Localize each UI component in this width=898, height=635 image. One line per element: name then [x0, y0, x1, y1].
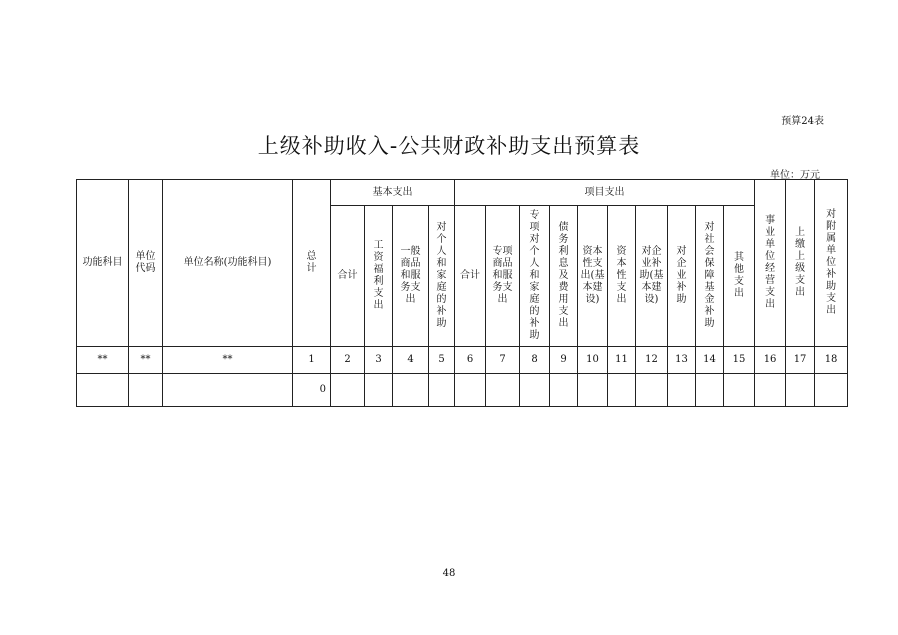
header-basic-wages: 工资福利支出 [365, 206, 393, 347]
col-num: 12 [636, 347, 668, 374]
col-num: 17 [786, 347, 815, 374]
table-cell [578, 374, 608, 407]
table-cell [393, 374, 429, 407]
page-number: 48 [442, 568, 456, 579]
header-basic-subtotal: 合计 [331, 206, 365, 347]
col-num: 18 [815, 347, 848, 374]
header-upper-remit: 上缴上级支出 [786, 180, 815, 347]
col-num: 15 [724, 347, 755, 374]
col-num: ** [77, 347, 129, 374]
header-project-debt-interest: 债务利息及费用支出 [550, 206, 578, 347]
col-num: 7 [486, 347, 520, 374]
col-num: 4 [393, 347, 429, 374]
table-cell [786, 374, 815, 407]
header-project-capital: 资本性支出 [608, 206, 636, 347]
header-project-subtotal: 合计 [455, 206, 486, 347]
table-cell [77, 374, 129, 407]
table-cell [365, 374, 393, 407]
table-cell [163, 374, 293, 407]
table-cell [608, 374, 636, 407]
col-num: 9 [550, 347, 578, 374]
table-cell [486, 374, 520, 407]
table-row [77, 374, 848, 407]
table-cell [455, 374, 486, 407]
col-num: 8 [520, 347, 550, 374]
col-num: 10 [578, 347, 608, 374]
table-cell [636, 374, 668, 407]
header-unit-code: 单位代码 [129, 180, 163, 347]
header-unit-name: 单位名称(功能科目) [163, 180, 293, 347]
table-cell [331, 374, 365, 407]
col-num: ** [129, 347, 163, 374]
header-total: 总计 [293, 180, 331, 347]
header-basic-personal: 对个人和家庭的补助 [429, 206, 455, 347]
header-basic-goods: 一般商品和服务支出 [393, 206, 429, 347]
table-cell-total: 0 [293, 374, 331, 407]
col-num: 16 [755, 347, 786, 374]
table-cell [696, 374, 724, 407]
header-project-enterprise-construction: 对企业补助(基本建设) [636, 206, 668, 347]
budget-table [76, 179, 848, 407]
col-num: 14 [696, 347, 724, 374]
col-num: 6 [455, 347, 486, 374]
header-project-capital-construction: 资本性支出(基本建设) [578, 206, 608, 347]
column-number-row [77, 347, 848, 374]
header-project-other: 其他支出 [724, 206, 755, 347]
table-number: 预算24表 [781, 116, 824, 127]
col-num: 3 [365, 347, 393, 374]
col-num: 11 [608, 347, 636, 374]
table-cell [755, 374, 786, 407]
col-num: 5 [429, 347, 455, 374]
table-cell [724, 374, 755, 407]
col-num: 1 [293, 347, 331, 374]
table-cell [429, 374, 455, 407]
header-business: 事业单位经营支出 [755, 180, 786, 347]
page-title: 上级补助收入-公共财政补助支出预算表 [257, 134, 641, 158]
header-project-group: 项目支出 [455, 180, 755, 206]
header-project-enterprise: 对企业补助 [668, 206, 696, 347]
col-num: 13 [668, 347, 696, 374]
col-num: ** [163, 347, 293, 374]
header-project-special-personal: 专项对个人和家庭的补助 [520, 206, 550, 347]
table-cell [520, 374, 550, 407]
header-basic-group: 基本支出 [331, 180, 455, 206]
unit-label: 单位：万元 [770, 170, 820, 181]
table-cell [815, 374, 848, 407]
header-project-special-goods: 专项商品和服务支出 [486, 206, 520, 347]
table-cell [550, 374, 578, 407]
header-affiliated: 对附属单位补助支出 [815, 180, 848, 347]
header-row-groups [77, 180, 848, 206]
header-func-subject: 功能科目 [77, 180, 129, 347]
table-cell [668, 374, 696, 407]
table-cell [129, 374, 163, 407]
col-num: 2 [331, 347, 365, 374]
header-project-social-security: 对社会保障基金补助 [696, 206, 724, 347]
